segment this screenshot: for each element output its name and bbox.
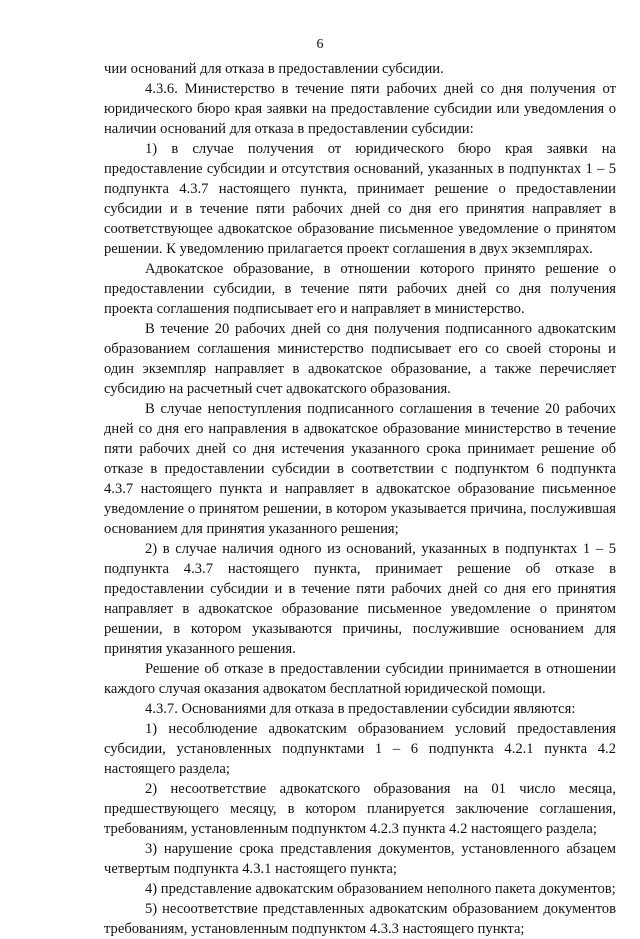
paragraph-7: 2) в случае наличия одного из оснований, указанных в подпунктах 1 – 5 подпункта 4.3.7 настоящего пункта, принимает решение об отказе в предоставлении субсидии и в течение пяти рабочих дней со дня его принятия направляет в адвокатское образование письменное уведомление о принятом решении, в котором указываются причины, послужившие основанием для принятия указанного решения. xyxy=(104,541,616,657)
paragraph-14: 5) несоответствие представленных адвокатским образованием документов требованиям, установленным подпунктом 4.3.3 настоящего пункта; xyxy=(104,901,616,937)
paragraph-2: 4.3.6. Министерство в течение пяти рабочих дней со дня получения от юридического бюро края заявки на предоставление субсидии или уведомления о наличии оснований для отказа в предоставлении субсидии: xyxy=(104,81,616,137)
paragraph-10: 1) несоблюдение адвокатским образованием условий предоставления субсидии, установленных подпунктами 1 – 6 подпункта 4.2.1 пункта 4.2 настоящего раздела; xyxy=(104,721,616,777)
paragraph-5: В течение 20 рабочих дней со дня получения подписанного адвокатским образованием соглашения министерство подписывает его со своей стороны и один экземпляр направляет в адвокатское образование, а также перечисляет субсидию на расчетный счет адвокатского образования. xyxy=(104,321,616,397)
paragraph-8: Решение об отказе в предоставлении субсидии принимается в отношении каждого случая оказания адвокатом бесплатной юридической помощи. xyxy=(104,661,616,697)
paragraph-11: 2) несоответствие адвокатского образования на 01 число месяца, предшествующего месяцу, в котором планируется заключение соглашения, требованиям, установленным подпунктом 4.2.3 пункта 4.2 настоящего раздела; xyxy=(104,781,616,837)
paragraph-12: 3) нарушение срока представления документов, установленного абзацем четвертым подпункта 4.3.1 настоящего пункта; xyxy=(104,841,616,877)
paragraph-9: 4.3.7. Основаниями для отказа в предоставлении субсидии являются: xyxy=(145,701,576,717)
page-number: 6 xyxy=(316,37,324,52)
paragraph-1: чии оснований для отказа в предоставлении субсидии. xyxy=(104,61,444,77)
paragraph-3: 1) в случае получения от юридического бюро края заявки на предоставление субсидии и отсутствия оснований, указанных в подпунктах 1 – 5 подпункта 4.3.7 настоящего пункта, принимает решение о предоставлении субсидии и в течение пяти рабочих дней со дня его принятия направляет в соответствующее адвокатское образование письменное уведомление о принятом решении. К уведомлению прилагается проект соглашения в двух экземплярах. xyxy=(104,141,616,257)
paragraph-6: В случае непоступления подписанного соглашения в течение 20 рабочих дней со дня его направления в адвокатское образование министерство в течение пяти рабочих дней со дня истечения указанного срока принимает решение об отказе в предоставлении субсидии в соответствии с подпунктом 6 подпункта 4.3.7 настоящего пункта и направляет в адвокатское образование письменное уведомление о принятом решении, в котором указывается причина, послужившая основанием для принятия указанного решения; xyxy=(104,401,616,537)
paragraph-4: Адвокатское образование, в отношении которого принято решение о предоставлении субсидии, в течение пяти рабочих дней со дня получения проекта соглашения подписывает его и направляет в министерство. xyxy=(104,261,616,317)
document-body xyxy=(104,59,616,939)
paragraph-13: 4) представление адвокатским образованием неполного пакета документов; xyxy=(145,881,616,897)
